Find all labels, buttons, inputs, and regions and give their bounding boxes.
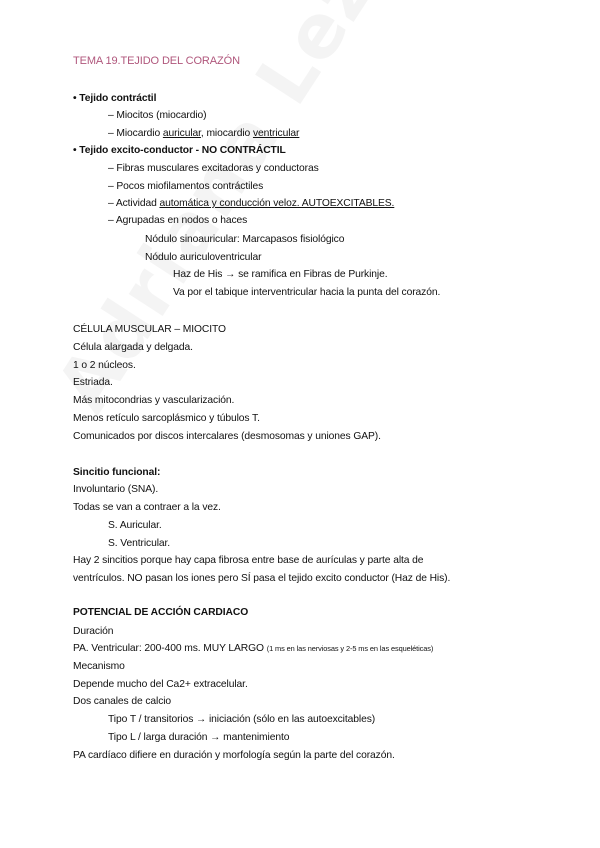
item-va-por: Va por el tabique interventricular hacia la punta del corazón. xyxy=(173,287,441,298)
heading-celula-muscular: CÉLULA MUSCULAR – MIOCITO xyxy=(73,324,226,335)
sincitio-todas: Todas se van a contraer a la vez. xyxy=(73,502,221,513)
pa-duracion: Duración xyxy=(73,626,114,637)
sincitio-paragraph-line2: ventrículos. NO pasan los iones pero SÍ pasa el tejido excito conductor (Haz de His). xyxy=(73,573,451,584)
pa-mecanismo: Mecanismo xyxy=(73,661,125,672)
item-miocitos: – Miocitos (miocardio) xyxy=(108,110,207,121)
pa-ventricular-note: (1 ms en las nerviosas y 2-5 ms en las esqueléticas) xyxy=(266,644,434,653)
item-fibras: – Fibras musculares excitadoras y conductoras xyxy=(108,163,319,174)
pa-tipo-l: Tipo L / larga duración → mantenimiento xyxy=(108,732,290,743)
item-nodulo-auriculoventricular: Nódulo auriculoventricular xyxy=(145,252,262,263)
miocardio-mid: , miocardio xyxy=(200,128,253,139)
sincitio-auricular: S. Auricular. xyxy=(108,520,162,531)
heading-sincitio: Sincitio funcional: xyxy=(73,467,161,478)
pa-ventricular xyxy=(73,642,433,655)
sincitio-ventricular: S. Ventricular. xyxy=(108,538,171,549)
miocito-line: Célula alargada y delgada. xyxy=(73,342,193,353)
pa-dos-canales: Dos canales de calcio xyxy=(73,696,172,707)
actividad-underlined: automática y conducción veloz. AUTOEXCITABLES. xyxy=(159,198,395,209)
page-title: TEMA 19.TEJIDO DEL CORAZÓN xyxy=(73,55,240,67)
item-actividad xyxy=(108,197,394,210)
heading-potencial-accion: POTENCIAL DE ACCIÓN CARDIACO xyxy=(73,607,249,618)
miocito-line: Menos retículo sarcoplásmico y túbulos T. xyxy=(73,413,260,424)
item-pocos: – Pocos miofilamentos contráctiles xyxy=(108,181,264,192)
actividad-prefix: – Actividad xyxy=(108,198,160,209)
miocardio-prefix: – Miocardio xyxy=(108,128,163,139)
miocito-line: Comunicados por discos intercalares (desmosomas y uniones GAP). xyxy=(73,431,381,442)
pa-depende: Depende mucho del Ca2+ extracelular. xyxy=(73,679,248,690)
miocito-line: Estriada. xyxy=(73,377,113,388)
miocardio-auricular: auricular xyxy=(162,128,201,139)
pa-ventricular-main: PA. Ventricular: 200-400 ms. MUY LARGO xyxy=(73,643,267,654)
item-agrupadas: – Agrupadas en nodos o haces xyxy=(108,215,248,226)
item-nodulo-sinoauricular: Nódulo sinoauricular: Marcapasos fisiológico xyxy=(145,234,345,245)
item-haz-his: Haz de His → se ramifica en Fibras de Purkinje. xyxy=(173,269,388,280)
heading-tejido-contractil: • Tejido contráctil xyxy=(73,93,157,104)
pa-cardiaco: PA cardíaco difiere en duración y morfología según la parte del corazón. xyxy=(73,750,395,761)
pa-tipo-t: Tipo T / transitorios → iniciación (sólo en las autoexcitables) xyxy=(108,714,376,725)
sincitio-involuntario: Involuntario (SNA). xyxy=(73,484,159,495)
miocardio-ventricular: ventricular xyxy=(252,128,300,139)
miocito-line: Más mitocondrias y vascularización. xyxy=(73,395,235,406)
sincitio-paragraph-line1: Hay 2 sincitios porque hay capa fibrosa entre base de aurículas y parte alta de xyxy=(73,555,424,566)
item-miocardio xyxy=(108,127,299,140)
heading-tejido-conductor: • Tejido excito-conductor - NO CONTRÁCTIL xyxy=(73,145,286,156)
miocito-line: 1 o 2 núcleos. xyxy=(73,360,136,371)
